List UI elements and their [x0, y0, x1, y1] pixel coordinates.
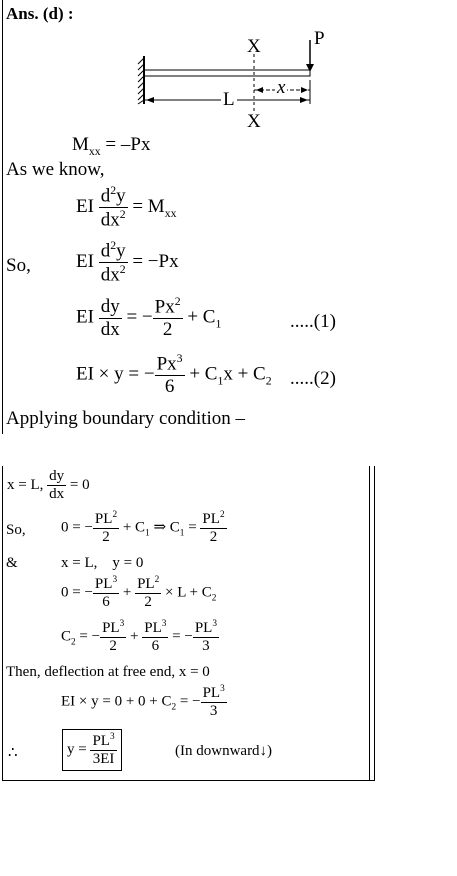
- equation-d: EI × y = − $\frac{Px^3}{6}$ + $C_1x + C_2$: [76, 352, 272, 398]
- ref-2: .....(2): [290, 368, 336, 389]
- equation-a: EI $\frac{d^2y}{dx^2}$ = $M_{xx}$: [76, 184, 177, 231]
- label-l: L: [223, 89, 235, 110]
- equation-g: $C_2$ = − $\frac{PL^3}{2}$ + $\frac{PL^3}{6}$ = − $\frac{PL^3}{3}$: [61, 619, 217, 654]
- so-label: So,: [6, 255, 31, 276]
- amp-label: &: [6, 555, 18, 571]
- equation-f: 0 = − $\frac{PL^3}{6}$ + $\frac{PL^2}{2}$ × $L + C_2$: [61, 575, 217, 610]
- then-text: Then, deflection at free end, x = 0: [6, 664, 210, 680]
- equation-e: 0 = − $\frac{PL^2}{2}$ + $C_1$ ⇒ $C_1$ = $\frac{PL^2}{2}$: [61, 510, 225, 545]
- equation-h: EI × $y = 0 + 0 + C_2$ = − $\frac{PL^3}{3}$: [61, 684, 225, 719]
- answer-heading: Ans. (d) :: [6, 4, 74, 23]
- condition-1: x = L, $\frac{dy}{dx}$ = 0: [7, 468, 90, 502]
- box-border-left: [2, 466, 3, 780]
- condition-2: x = L, y = 0: [61, 555, 144, 571]
- label-x-dist: x: [277, 77, 286, 98]
- final-answer-box: y = $\frac{PL^3}{3EI}$: [62, 729, 122, 771]
- section-border-left: [2, 0, 3, 434]
- direction-note: (In downward↓): [175, 743, 273, 759]
- box-border-right-1: [369, 466, 370, 780]
- label-x-bottom: X: [247, 111, 261, 132]
- ref-1: .....(1): [290, 311, 336, 332]
- so2-label: So,: [6, 522, 26, 538]
- beam: [144, 70, 310, 76]
- label-p: P: [314, 28, 325, 49]
- box-border-right-2: [374, 466, 375, 780]
- as-we-know: As we know,: [6, 159, 105, 180]
- applying-heading: Applying boundary condition –: [6, 408, 246, 429]
- cantilever-diagram: [130, 28, 340, 136]
- box-border-bottom: [2, 780, 375, 781]
- equation-c: EI $\frac{dy}{dx}$ = − $\frac{Px^2}{2}$ + $C_1$: [76, 295, 222, 341]
- label-x-top: X: [247, 36, 261, 57]
- equation-b: EI $\frac{d^2y}{dx^2}$ = −Px: [76, 239, 179, 286]
- therefore-symbol: ∴: [8, 745, 18, 761]
- moment-equation: $M_{xx} = -Px$: [72, 134, 151, 158]
